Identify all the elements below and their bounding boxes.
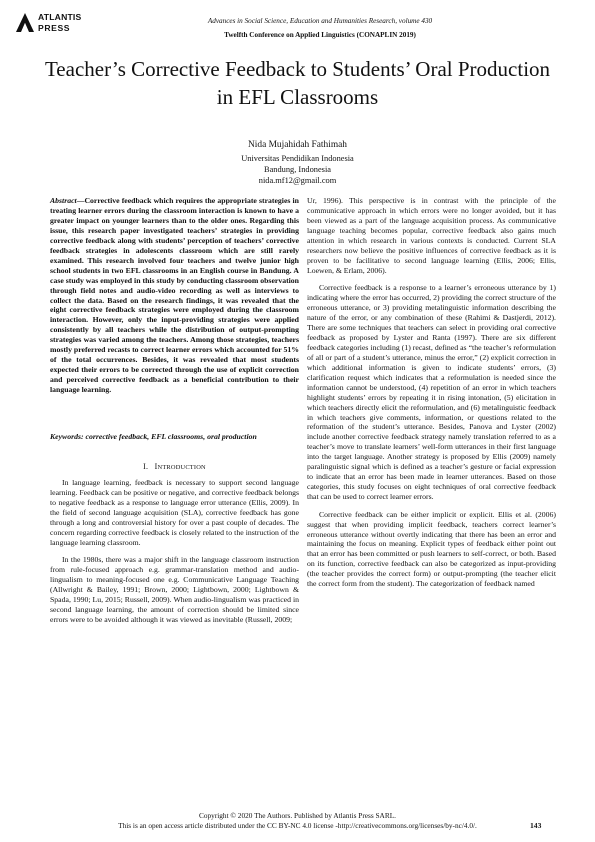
author-name: Nida Mujahidah Fathimah	[248, 140, 347, 150]
left-column	[50, 196, 299, 632]
body-paragraph: In the 1980s, there was a major shift in the language classroom instruction from rule-focused approach e.g. grammar-translation method and audio-lingualism to meaning-focused one e.g. Communicative Language Teaching (Allwright & Bailey, 1991; Brown, 2000; Lightbown, 2000; Lightbown & Spada, 1990; Lu, 2015; Russell, 2009). When audio-lingualism was practiced in second language learning, the amount of correction should be limited since errors were to be avoided although it was viewed as inevitable (Russell, 2009;	[50, 555, 299, 624]
publisher-logo	[14, 10, 104, 36]
abstract-label: Abstract	[50, 196, 77, 205]
author-location: Bandung, Indonesia	[264, 165, 331, 174]
body-paragraph: Corrective feedback can be either implicit or explicit. Ellis et al. (2006) suggest that when providing implicit feedback, teachers correct learner’s erroneous utterance without overtly indicating that there has been an error and maintaining the focus on meaning. Explicit types of feedback either point out that an error has been committed or push learners to self-correct, or both. Based on its function, corrective feedback can also be categorized as input-providing (the teacher provides the correct form) or output-prompting (the teacher elicit the correct form from the student). The categorization of feedback named	[307, 509, 556, 589]
publisher-name-line1: ATLANTIS	[38, 12, 82, 22]
paper-title: Teacher’s Corrective Feedback to Students’ Oral Production in EFL Classrooms	[44, 57, 551, 109]
section-title-rest: NTRODUCTION	[157, 464, 206, 472]
body-paragraph: Corrective feedback is a response to a learner’s erroneous utterance by 1) indicating where the error has occurred, 2) providing the correct structure of the erroneous utterance, or 3) providing metalinguistic information describing the nature of the error, or any combination of these (Rahimi & Dastjerdi, 2012). There are some techniques that teachers can select in providing oral corrective feedback as proposed by Lyster and Ranta (1997). There are six different feedback categories including (1) recast, defined as “the teacher’s reformulation of all or part of a student’s utterance, minus the error,” (2) explicit correction in which additional information is given to indicate students’ errors, (3) clarification request which indicates that a reformulation is needed since the information cannot be understood, (4) repetition of an error in which teachers highlight students’ errors by repeating it in rising intonation, (5) elicitation in which teachers directly elicit the reformulation, and (6) metalinguistic feedback in which teachers give comments, information, or questions related to the reformation of the student’s utterance. Besides, Panova and Lyster (2002) include another corrective feedback strategy namely translation referred to as a teacher’s move to translate learners’ well-form utterances in their first language into the target language. Another strategy is proposed by Ellis (2009) namely paralinguistic signal which is defined as a teacher’s gesture or facial expression to indicate that an error has been made in learner utterances. Based on those categories, this study focuses on eight techniques of oral corrective feedback that can be used to correct learner errors.	[307, 283, 556, 502]
author-block	[150, 140, 445, 186]
page-number: 143	[530, 821, 542, 830]
author-email[interactable]: nida.mf12@gmail.com	[258, 176, 337, 185]
keywords-label: Keywords:	[50, 432, 84, 442]
footer-copyright: Copyright © 2020 The Authors. Published by Atlantis Press SARL.	[199, 811, 396, 820]
publisher-name-line2: PRESS	[38, 23, 71, 33]
abstract	[50, 196, 299, 395]
abstract-text: —Corrective feedback which requires the appropriate strategies in treating learner errors during the classroom interaction is known to have a greater impact on younger learners than to the older ones. Regarding this issue, this research paper investigated teachers’ strategies in providing corrective feedback along with students’ perception of teachers’ corrective feedback strategies in adolescents classroom which are still rarely examined. This research involved four teachers and twelve junior high school students in two EFL classrooms in an English course in Bandung. A case study was employed in this study by conducting classroom observation through field notes and audio-video recording as well as interviews to collect the data. Based on the research findings, it was revealed that the eight corrective feedback strategies were employed during the classroom interaction. However, only the input-providing strategies were applied consistently by all teachers while the distribution of output-prompting strategies was varied among the teachers. Among those strategies, teachers mostly preferred recasts to correct learner errors which accounted for 51% of the total occurrences. Besides, it was revealed that most students expected their errors to be corrected through the use of explicit correction and perceived corrective feedback as a beneficial contribution to their language learning.	[50, 196, 299, 395]
section-heading	[50, 462, 299, 473]
body-paragraph: In language learning, feedback is necessary to support second language learning. Feedback can be positive or negative, and corrective feedback belongs to negative feedback as a response to language error utterance (Ellis, 2009). In the field of second language acquisition (SLA), corrective feedback has gone through a long and controversial history for over a past couple of decades. The concern regarding corrective feedback is closely related to the instruction of the language learning classroom.	[50, 477, 299, 547]
right-column	[307, 196, 556, 597]
author-affiliation: Universitas Pendidikan Indonesia	[241, 154, 354, 163]
atlantis-logo-icon	[14, 12, 36, 34]
section-title-initial: I	[154, 462, 158, 472]
body-paragraph: Ur, 1996). This perspective is in contrast with the principle of the communicative approach in which errors were no longer avoided, but it has been viewed as a part of the language acquisition process. As communicative language teaching becomes popular, corrective feedback also gains much attention in which research in various contexts is conducted. Current SLA researchers now believe the positive influences of corrective feedback as it is proven to be facilitative to second language learning (Ellis, 2006; Ellis, Loewen, & Erlam, 2006).	[307, 196, 556, 275]
running-head-volume: Advances in Social Science, Education and Humanities Research, volume 430	[207, 17, 433, 25]
running-head-conference: Twelfth Conference on Applied Linguistics (CONAPLIN 2019)	[224, 31, 416, 39]
keywords-text: corrective feedback, EFL classrooms, oral production	[85, 432, 257, 442]
section-number: I.	[143, 462, 149, 472]
keywords	[50, 432, 299, 442]
footer-license[interactable]: This is an open access article distributed under the CC BY-NC 4.0 license -http://creativecommons.org/licenses/by-nc/4.0/.	[118, 821, 477, 830]
